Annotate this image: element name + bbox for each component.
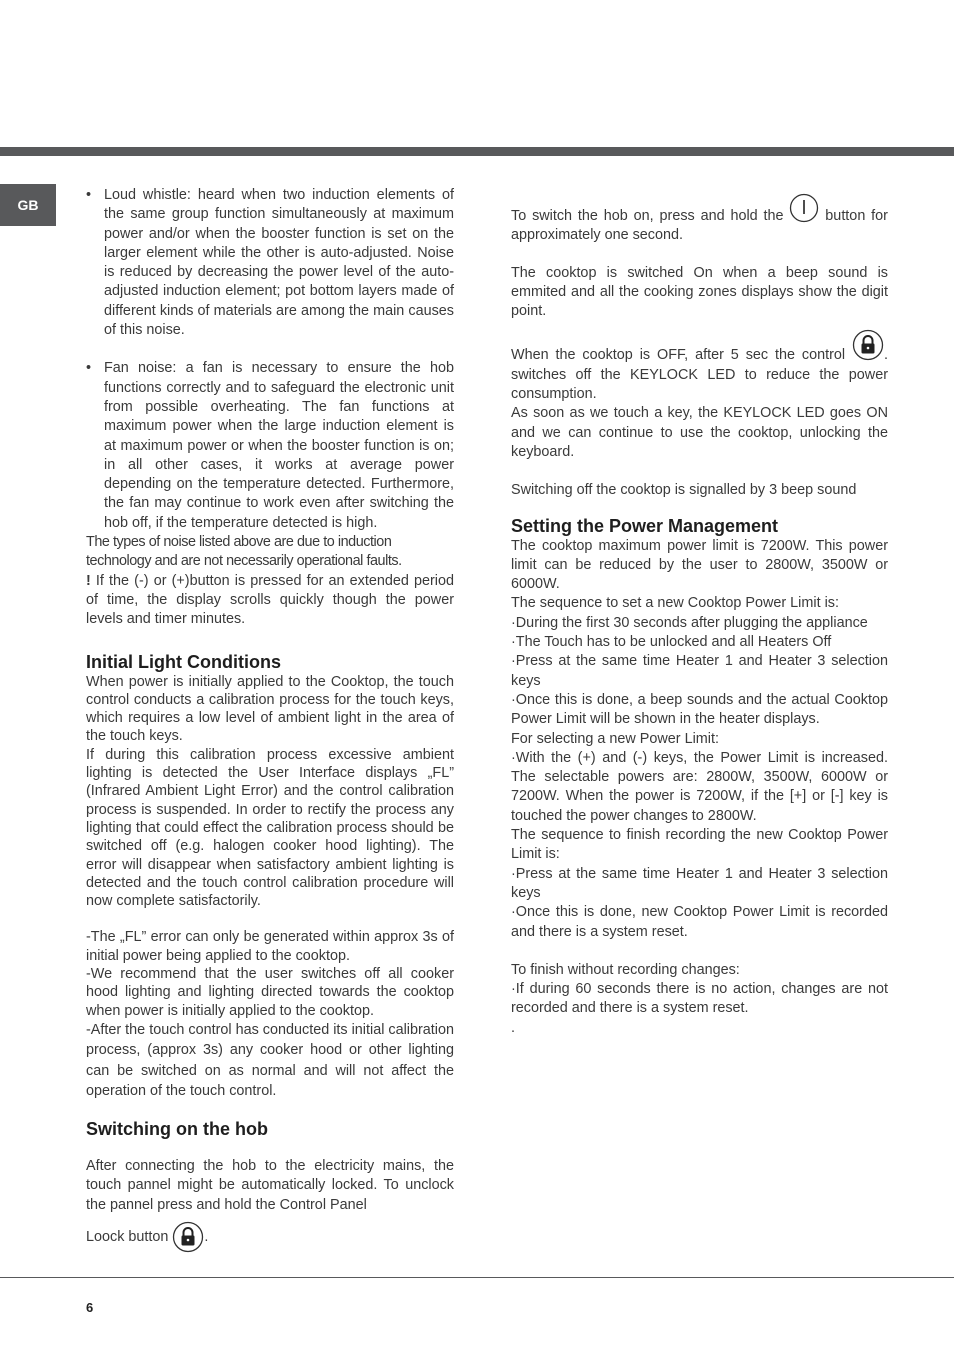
bullet-fan-noise	[86, 359, 454, 533]
power-line-4: ·The Touch has to be unlocked and all Heaters Off	[511, 634, 832, 651]
keylock-text-before: When the cooktop is OFF, after 5 sec the control	[511, 347, 852, 364]
language-tab	[0, 184, 56, 226]
language-code: GB	[17, 197, 39, 213]
footer-rule	[0, 1277, 954, 1278]
power-line-3: ·During the first 30 seconds after plugging the appliance	[511, 614, 868, 631]
lock-icon	[172, 1221, 204, 1253]
power-line-5: ·Press at the same time Heater 1 and Heater 3 selection keys	[511, 653, 888, 689]
power-line-1: The cooktop maximum power limit is 7200W. This power limit can be reduced by the user to 2800W, 3500W or 6000W.	[511, 537, 888, 593]
heading-power-management: Setting the Power Management	[511, 515, 779, 536]
initial-light-p2: If during this calibration process excessive ambient lighting is detected the User Interface displays „FL” (Infrared Ambient Light Error) and the control calibration process is suspended. In order to rectify the process any lighting that could effect the calibration process should be switched off (e.g. halogen cooker hood lighting). The error will disappear when satisfactory ambient lighting is detected and the touch control calibration procedure will now complete satisfactorily.	[86, 746, 454, 910]
initial-light-note-3: -After the touch control has conducted its initial calibration process, (approx 3s) any cooker hood or other lighting can be switched on as normal and will not affect the operation of the touch control.	[86, 1021, 454, 1100]
switching-on-p1: After connecting the hob to the electricity mains, the touch pannel might be automatically locked. To unclock the pannel press and hold the Control Panel	[86, 1157, 454, 1214]
initial-light-note-2: -We recommend that the user switches off all cooker hood lighting and lighting directed towards the cooktop when power is initially applied to the cooktop.	[86, 965, 454, 1019]
warning-mark: !	[86, 572, 91, 589]
power-icon	[789, 193, 819, 223]
heading-switching-on: Switching on the hob	[86, 1118, 268, 1139]
trailing-dot: .	[511, 1019, 515, 1036]
power-line-7: For selecting a new Power Limit:	[511, 730, 719, 747]
keylock-paragraph	[511, 329, 888, 404]
lock-icon	[852, 329, 884, 361]
finish-text: ·If during 60 seconds there is no action, changes are not recorded and there is a system reset.	[511, 981, 888, 1017]
power-line-10: ·Press at the same time Heater 1 and Heater 3 selection keys	[511, 865, 888, 901]
bullet-text: Loud whistle: heard when two induction elements of the same group function simultaneously at maximum power and/or when the booster function is set on the larger element while the other is auto-adjusted. Noise is reduced by decreasing the power level of the auto-adjusted induction element; pot bottom layers made of different kinds of materials are among the main causes of this noise.	[104, 187, 454, 339]
lock-button-period: .	[204, 1228, 209, 1245]
warning-paragraph	[86, 572, 454, 630]
switching-on-p2	[86, 1221, 454, 1253]
bullet-symbol: •	[86, 187, 92, 203]
initial-light-p1: When power is initially applied to the Cooktop, the touch control conducts a calibration process for the touch keys, which requires a low level of ambient light in the area of the touch keys.	[86, 673, 454, 745]
keylock-text-after: . switches off the KEYLOCK LED to reduce the power consumption.	[511, 347, 888, 403]
bullet-symbol: •	[86, 360, 92, 377]
power-on-text-after: button for approximately one second.	[511, 208, 888, 244]
power-line-8: ·With the (+) and (-) keys, the Power Limit is increased. The selectable powers are: 2800W, 3500W, 6000W or 7200W. When the power is 7200W, if the [+] or [-] key is touched the power changes to 2800W.	[511, 749, 888, 824]
switched-on-paragraph: The cooktop is switched On when a beep sound is emmited and all the cooking zones displays show the digit point.	[511, 264, 888, 320]
finish-heading: To finish without recording changes:	[511, 961, 740, 978]
warning-text: If the (-) or (+)button is pressed for an extended period of time, the display scrolls quickly though the power levels and timer minutes.	[86, 572, 454, 628]
initial-light-note-1: -The „FL” error can only be generated within approx 3s of initial power being applied to the cooktop.	[86, 929, 454, 964]
power-line-11: ·Once this is done, new Cooktop Power Limit is recorded and there is a system reset.	[511, 904, 888, 940]
left-column	[86, 186, 454, 1253]
noise-note: The types of noise listed above are due to induction technology and are not necessarily operational faults.	[86, 534, 402, 570]
power-on-text-before: To switch the hob on, press and hold the	[511, 208, 790, 224]
power-line-6: ·Once this is done, a beep sounds and the actual Cooktop Power Limit will be shown in the heater displays.	[511, 691, 888, 728]
heading-initial-light: Initial Light Conditions	[86, 651, 281, 672]
power-on-paragraph	[511, 193, 888, 246]
header-bar	[0, 147, 954, 156]
switch-off-paragraph: Switching off the cooktop is signalled by 3 beep sound	[511, 482, 857, 499]
page-number: 6	[86, 1300, 94, 1315]
lock-button-label: Loock button	[86, 1228, 173, 1245]
power-line-9: The sequence to finish recording the new Cooktop Power Limit is:	[511, 827, 888, 863]
right-column	[511, 193, 888, 1038]
power-line-2: The sequence to set a new Cooktop Power Limit is:	[511, 595, 839, 612]
bullet-text: Fan noise: a fan is necessary to ensure the hob functions correctly and to safeguard the electronic unit from possible overheating. The fan functions at maximum power when the large induction element is at maximum power or when the booster function is on; in all other cases, it works at average power depending on the temperature detected. Furthermore, the fan may continue to work even after switching the hob off, if the temperature detected is high.	[104, 360, 454, 531]
keylock-on-paragraph: As soon as we touch a key, the KEYLOCK LED goes ON and we can continue to use the cooktop, unlocking the keyboard.	[511, 405, 888, 460]
bullet-loud-whistle	[86, 186, 454, 340]
